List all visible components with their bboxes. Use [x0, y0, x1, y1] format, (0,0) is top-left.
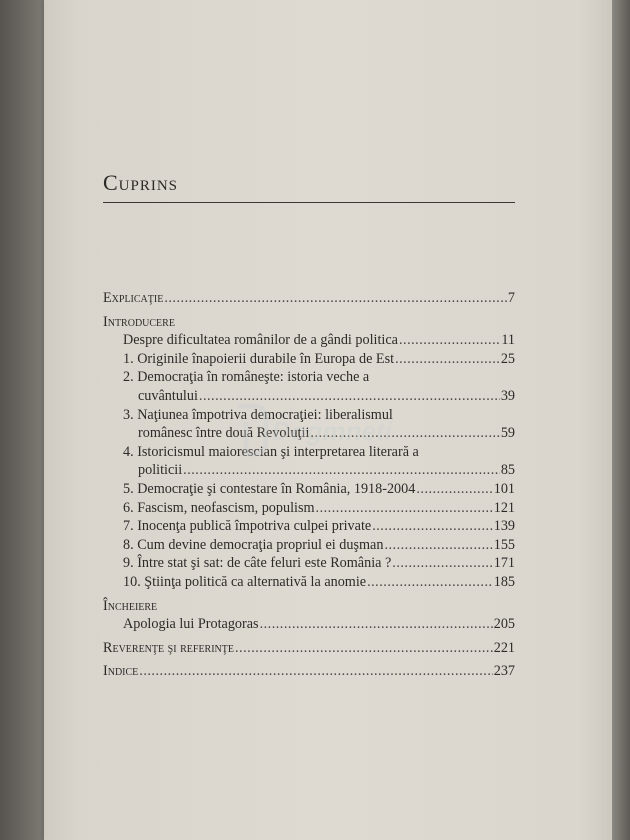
toc-label: 5. Democraţie şi contestare în România, 1918-2004 — [123, 480, 416, 497]
watermark — [232, 396, 400, 468]
toc-entry-incheiere[interactable]: Încheiere — [103, 597, 158, 614]
toc-page: 221 — [493, 639, 515, 656]
toc-page: 7 — [507, 290, 515, 306]
toc-page: 25 — [500, 350, 515, 367]
book-edge-right — [612, 0, 630, 840]
toc-label: politicii — [138, 462, 183, 479]
toc-entry-chapter-3-line1[interactable]: 3. Naţiunea împotriva democraţiei: liberalismul — [123, 406, 393, 423]
toc-entry-chapter-9[interactable] — [103, 554, 515, 573]
toc-label: Apologia lui Protagoras — [123, 616, 259, 633]
toc-leader — [235, 639, 493, 658]
title-rule — [103, 202, 515, 203]
toc-label: Reverenţe şi referinţe — [103, 639, 234, 656]
toc-leader — [372, 517, 493, 536]
toc-leader — [367, 573, 493, 592]
toc-label: Explicaţie — [103, 290, 164, 306]
toc-page: 171 — [493, 555, 515, 572]
toc-label: 6. Fascism, neofascism, populism — [123, 499, 315, 516]
toc-entry-apologia[interactable] — [103, 615, 515, 634]
toc-label: Despre dificultatea românilor de a gândi politica — [123, 332, 398, 349]
toc-leader — [316, 499, 493, 518]
watermark-text: Dogmneti — [272, 416, 392, 446]
toc-page: 205 — [493, 616, 515, 633]
toc-label: Indice — [103, 663, 139, 680]
toc-label: cuvântului — [138, 387, 198, 404]
toc-entry-indice[interactable] — [103, 662, 515, 681]
toc-entry-reverente[interactable] — [103, 639, 515, 658]
toc-leader — [384, 536, 492, 555]
toc-page: 59 — [500, 425, 515, 442]
toc-page: 11 — [501, 332, 515, 349]
toc-leader — [260, 615, 493, 634]
toc-label: 1. Originile înapoierii durabile în Europa de Est — [123, 350, 395, 367]
toc-entry-chapter-2-line1[interactable]: 2. Democraţia în româneşte: istoria veche a — [123, 369, 370, 386]
toc-page: 185 — [493, 573, 515, 590]
toc-entry-chapter-5[interactable] — [103, 480, 515, 499]
toc-leader — [399, 331, 500, 350]
toc-page: 139 — [493, 518, 515, 535]
toc-entry-chapter-7[interactable] — [103, 517, 515, 536]
toc-label: 8. Cum devine democraţia propriul ei duşman — [123, 536, 384, 553]
logo-mark-icon — [232, 400, 272, 460]
toc-page: 101 — [493, 480, 515, 497]
toc-leader — [139, 662, 492, 681]
table-of-contents — [103, 289, 515, 681]
toc-entry-chapter-1[interactable] — [103, 350, 515, 369]
toc-entry-despre[interactable] — [103, 331, 515, 350]
page-title: Cuprins — [103, 170, 179, 195]
toc-page: 237 — [493, 663, 515, 680]
toc-page: 39 — [500, 387, 515, 404]
toc-entry-explicatie[interactable] — [103, 289, 515, 308]
toc-label: 9. Între stat şi sat: de câte feluri este România ? — [123, 555, 392, 572]
toc-leader — [395, 350, 500, 369]
toc-leader — [392, 554, 492, 573]
toc-entry-chapter-8[interactable] — [103, 536, 515, 555]
toc-leader — [164, 289, 507, 308]
toc-entry-chapter-10[interactable] — [103, 573, 515, 592]
toc-entry-introducere[interactable]: Introducere — [103, 313, 175, 330]
toc-entry-chapter-4-line1[interactable]: 4. Istoricismul maiorescian şi interpretarea literară a — [123, 443, 419, 460]
toc-page: 85 — [500, 462, 515, 479]
toc-entry-chapter-6[interactable] — [103, 499, 515, 518]
toc-label: 7. Inocenţa publică împotriva culpei private — [123, 518, 372, 535]
toc-page: 121 — [493, 499, 515, 516]
toc-label: românesc între două Revoluţii — [138, 425, 310, 442]
toc-label: 10. Ştiinţa politică ca alternativă la anomie — [123, 573, 367, 590]
book-edge-left — [0, 0, 44, 840]
toc-page: 155 — [493, 536, 515, 553]
toc-leader — [416, 480, 492, 499]
